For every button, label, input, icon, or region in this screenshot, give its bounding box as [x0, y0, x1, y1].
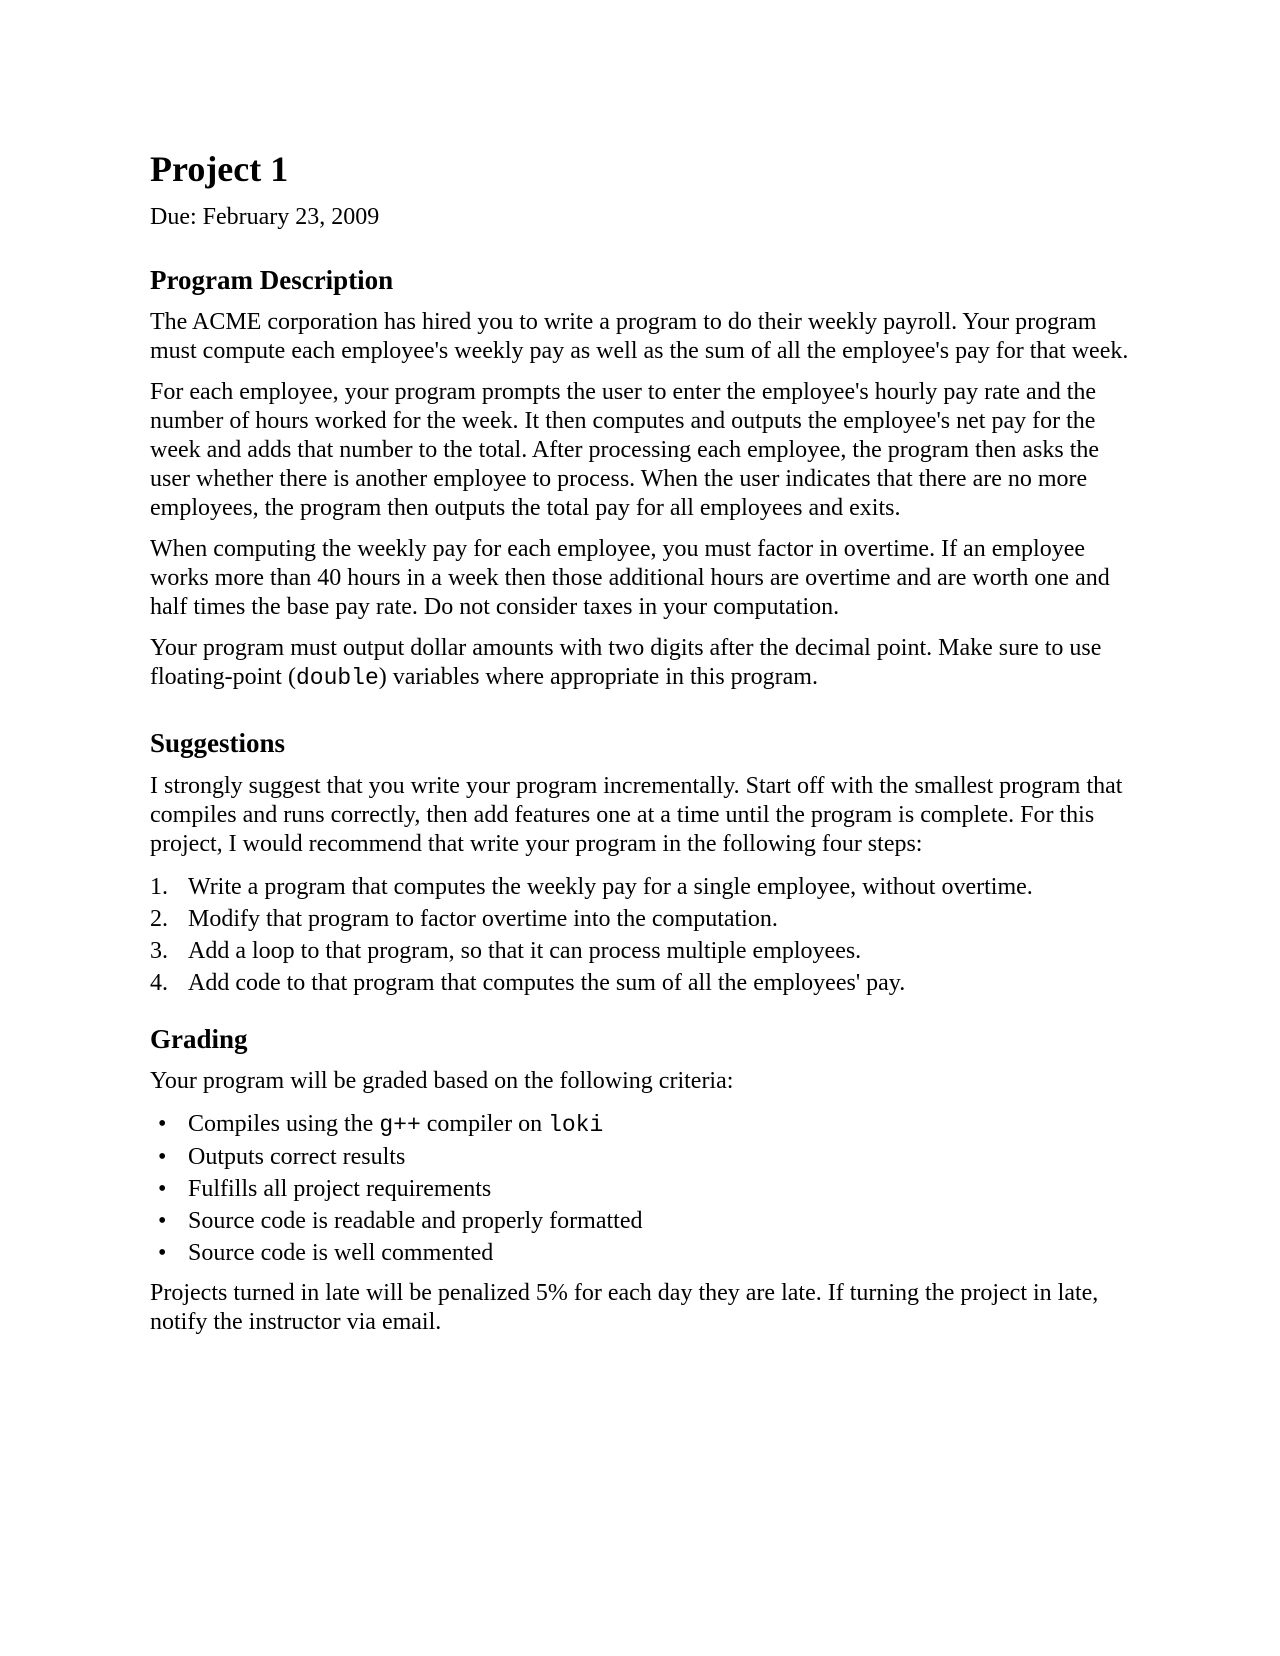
step-text: Modify that program to factor overtime into the computation. — [188, 905, 778, 932]
due-date: Due: February 23, 2009 — [150, 204, 380, 231]
list-item — [150, 903, 1130, 935]
late-policy: Projects turned in late will be penalized 5% for each day they are late. If turning the project in late, notify the instructor via email. — [150, 1280, 1099, 1336]
bullet-icon: • — [158, 1144, 167, 1171]
step-text: Add a loop to that program, so that it can process multiple employees. — [188, 937, 862, 964]
step-number: 4. — [150, 969, 168, 996]
list-item — [150, 1205, 1130, 1237]
program-description-paragraph-1: The ACME corporation has hired you to write a program to do their weekly payroll. Your program must compute each employee's weekly pay as well as the sum of all the employee's pay for that week. — [150, 309, 1129, 365]
grading-heading: Grading — [150, 1023, 248, 1054]
criteria-list — [150, 1108, 1130, 1269]
step-number: 1. — [150, 873, 168, 900]
criterion1-before: Compiles using the — [188, 1111, 380, 1138]
step-number: 2. — [150, 905, 168, 932]
code-gpp: g++ — [379, 1112, 421, 1139]
list-item — [150, 871, 1130, 903]
list-item — [150, 967, 1130, 999]
criterion1-mid: compiler on — [420, 1111, 549, 1138]
step-text: Write a program that computes the weekly pay for a single employee, without overtime. — [188, 873, 1033, 900]
list-item — [150, 1173, 1130, 1205]
step-number: 3. — [150, 937, 168, 964]
criterion-text: Source code is readable and properly formatted — [188, 1208, 643, 1235]
program-description-heading: Program Description — [150, 264, 394, 295]
criterion-text — [188, 1108, 603, 1141]
code-loki: loki — [548, 1112, 604, 1139]
program-description-paragraph-3: When computing the weekly pay for each employee, you must factor in overtime. If an employee works more than 40 hours in a week then those additional hours are overtime and are worth one and half times the base pay rate. Do not consider taxes in your computation. — [150, 536, 1110, 621]
program-description-paragraph-4 — [150, 634, 1130, 693]
list-item — [150, 1141, 1130, 1173]
bullet-icon: • — [158, 1208, 167, 1235]
list-item — [150, 1237, 1130, 1269]
grading-intro: Your program will be graded based on the following criteria: — [150, 1068, 734, 1095]
steps-list — [150, 871, 1130, 999]
criterion-text: Source code is well commented — [188, 1240, 494, 1267]
suggestions-heading: Suggestions — [150, 728, 286, 759]
list-item — [150, 1108, 1130, 1141]
step-text: Add code to that program that computes the sum of all the employees' pay. — [188, 969, 906, 996]
p4-text-after: ) variables where appropriate in this program. — [378, 664, 818, 691]
p4-text-before: Your program must output dollar amounts with two digits after the decimal point. Make sure to use floating-point ( — [150, 635, 1102, 691]
bullet-icon: • — [158, 1176, 167, 1203]
p4-code-double: double — [295, 665, 379, 692]
suggestions-intro: I strongly suggest that you write your program incrementally. Start off with the smallest program that compiles and runs correctly, then add features one at a time until the program is complete. For this project, I would recommend that write your program in the following four steps: — [150, 772, 1123, 857]
list-item — [150, 935, 1130, 967]
bullet-icon: • — [158, 1111, 167, 1138]
criterion-text: Fulfills all project requirements — [188, 1176, 492, 1203]
bullet-icon: • — [158, 1240, 167, 1267]
program-description-paragraph-2: For each employee, your program prompts the user to enter the employee's hourly pay rate and the number of hours worked for the week. It then computes and outputs the employee's net pay for the week and adds that number to the total. After processing each employee, the program then asks the user whether there is another employee to process. When the user indicates that there are no more employees, the program then outputs the total pay for all employees and exits. — [150, 379, 1100, 522]
criterion-text: Outputs correct results — [188, 1144, 406, 1171]
page-title: Project 1 — [150, 149, 289, 189]
